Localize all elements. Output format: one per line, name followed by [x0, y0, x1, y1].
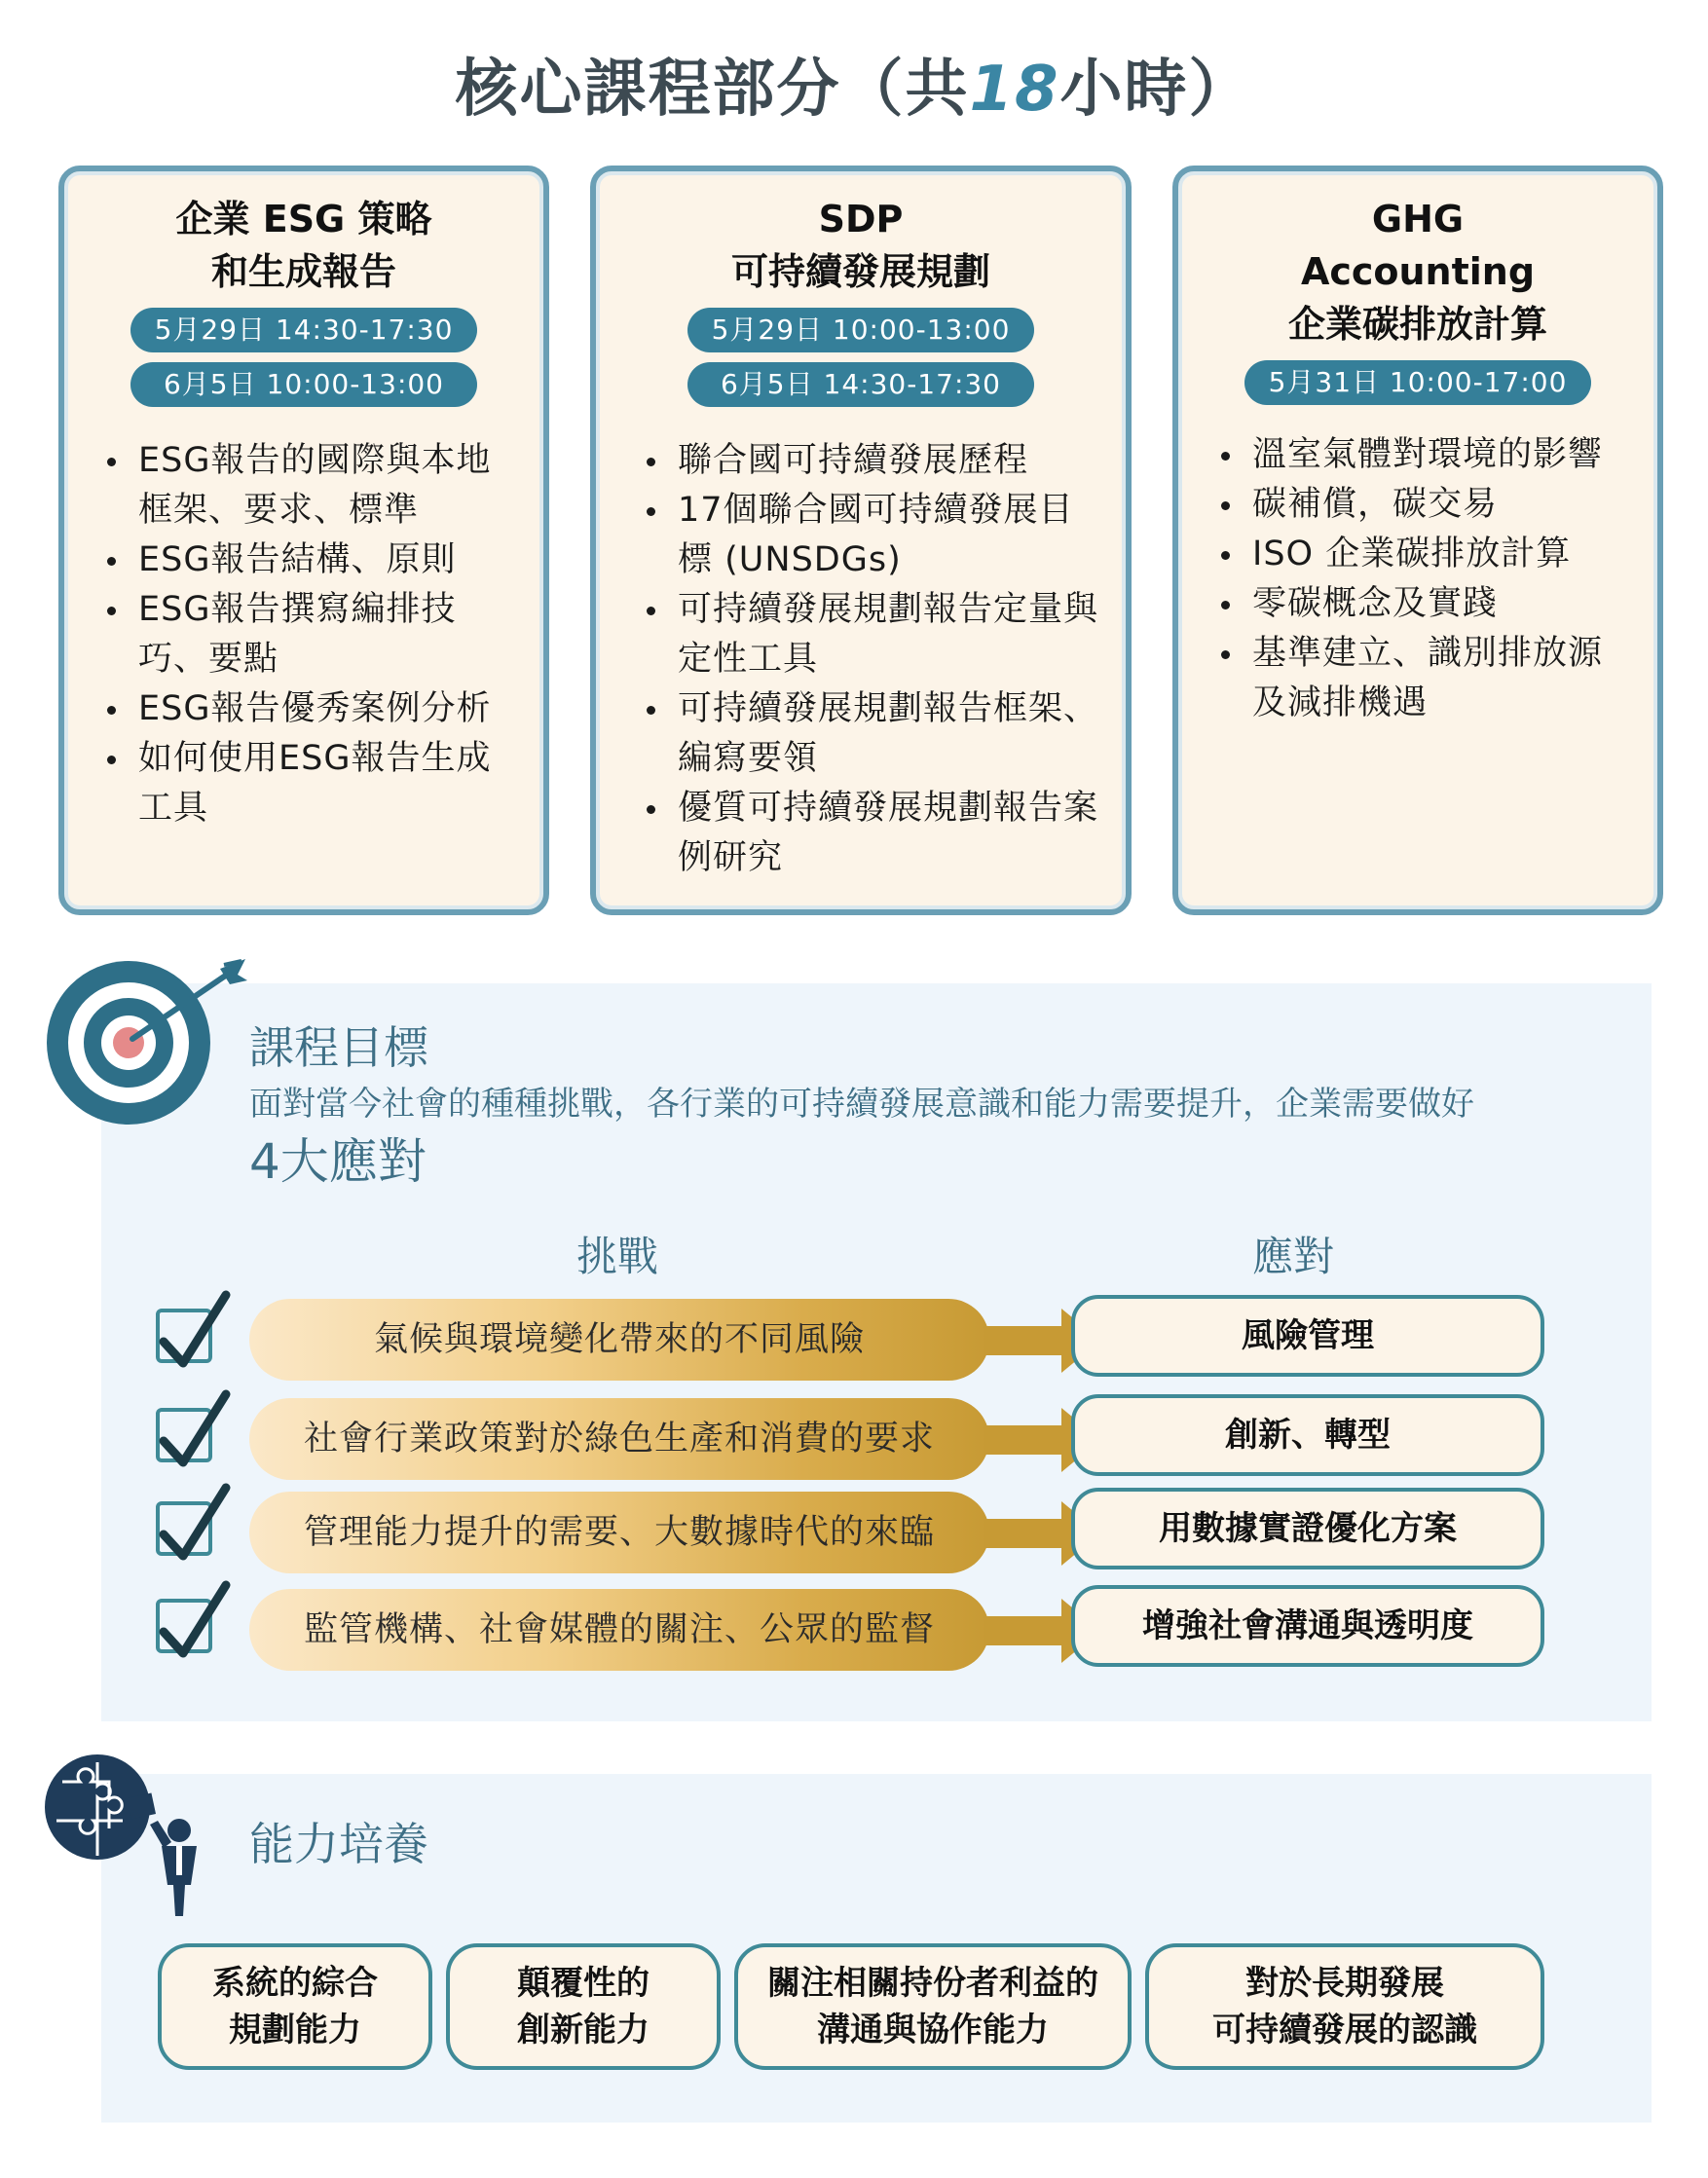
puzzle-person-icon [43, 1753, 218, 1922]
goal-description-text: 面對當今社會的種種挑戰，各行業的可持續發展意識和能力需要提升，企業需要做好 [249, 1085, 1474, 1124]
course-topic: ESG報告撰寫編排技巧、要點 [103, 585, 516, 684]
course-title-line: 可持續發展規劃 [730, 250, 990, 293]
skill-card [446, 1943, 721, 2070]
checkmark-icon [156, 1309, 212, 1363]
course-topic: ESG報告優秀案例分析 [103, 684, 516, 734]
response-label: 創新、轉型 [1071, 1394, 1544, 1476]
skill-card [734, 1943, 1132, 2070]
course-card-ghg [1172, 166, 1663, 915]
response-label: 風險管理 [1071, 1295, 1544, 1377]
course-title [596, 193, 1126, 298]
course-topic-list [643, 436, 1098, 883]
challenge-column-header: 挑戰 [576, 1233, 659, 1280]
goal-emphasis: 4大應對 [249, 1133, 427, 1190]
course-title-line: 企業碳排放計算 [1287, 303, 1547, 346]
course-title [64, 193, 543, 298]
course-topic: 如何使用ESG報告生成工具 [103, 734, 516, 833]
date-pill: 5月29日 10:00-13:00 [687, 308, 1034, 352]
course-topic: ISO 企業碳排放計算 [1217, 530, 1630, 579]
skill-line: 系統的綜合 [212, 1964, 378, 2003]
skill-line: 顛覆性的 [517, 1964, 650, 2003]
course-card-sdp [590, 166, 1132, 915]
course-title-line: SDP [818, 198, 904, 240]
course-topic: 可持續發展規劃報告框架、編寫要領 [643, 684, 1098, 784]
course-topic-list [103, 436, 516, 833]
course-topic: 碳補償，碳交易 [1217, 480, 1630, 530]
course-title-line: 和生成報告 [210, 250, 396, 293]
response-column-header: 應對 [1252, 1233, 1335, 1280]
skill-line: 創新能力 [517, 2011, 650, 2049]
course-title [1178, 193, 1657, 351]
challenge-label: 社會行業政策對於綠色生產和消費的要求 [249, 1398, 989, 1480]
date-pill: 6月5日 10:00-13:00 [130, 362, 477, 407]
response-label: 增強社會溝通與透明度 [1071, 1585, 1544, 1667]
skill-line: 對於長期發展 [1245, 1964, 1444, 2003]
course-topic: 聯合國可持續發展歷程 [643, 436, 1098, 486]
goal-heading: 課程目標 [249, 1021, 428, 1074]
goal-description [249, 1081, 1613, 1196]
course-topic: 溫室氣體對環境的影響 [1217, 430, 1630, 480]
title-suffix: 小時） [1059, 54, 1253, 126]
date-pill: 5月29日 14:30-17:30 [130, 308, 477, 352]
course-topic: ESG報告的國際與本地框架、要求、標準 [103, 436, 516, 535]
skill-line: 規劃能力 [229, 2011, 361, 2049]
title-hours: 18 [969, 54, 1060, 126]
course-topic: 17個聯合國可持續發展目標 (UNSDGs) [643, 486, 1098, 585]
course-topic: 可持續發展規劃報告定量與定性工具 [643, 585, 1098, 684]
skill-line: 可持續發展的認識 [1212, 2011, 1477, 2049]
target-arrow-icon [39, 959, 263, 1138]
challenge-response-row [0, 1394, 1708, 1482]
page-title [0, 39, 1708, 129]
course-title-line: 企業 ESG 策略 [175, 198, 432, 240]
skill-line: 關注相關持份者利益的 [767, 1964, 1098, 2003]
date-pill: 6月5日 14:30-17:30 [687, 362, 1034, 407]
challenge-response-row [0, 1295, 1708, 1383]
response-label: 用數據實證優化方案 [1071, 1488, 1544, 1569]
challenge-response-row [0, 1488, 1708, 1575]
checkmark-icon [156, 1599, 212, 1653]
date-pill: 5月31日 10:00-17:00 [1244, 360, 1591, 405]
challenge-label: 氣候與環境變化帶來的不同風險 [249, 1299, 989, 1381]
course-topic-list [1217, 430, 1630, 728]
skills-heading: 能力培養 [249, 1818, 428, 1870]
course-topic: 優質可持續發展規劃報告案例研究 [643, 784, 1098, 883]
checkmark-icon [156, 1408, 212, 1462]
challenge-label: 監管機構、社會媒體的關注、公眾的監督 [249, 1589, 989, 1671]
skill-line: 溝通與協作能力 [817, 2011, 1049, 2049]
skill-card [1145, 1943, 1544, 2070]
course-topic: 零碳概念及實踐 [1217, 579, 1630, 629]
course-topic: ESG報告結構、原則 [103, 535, 516, 585]
title-prefix: 核心課程部分（共 [455, 54, 970, 126]
checkmark-icon [156, 1501, 212, 1556]
course-card-esg [58, 166, 549, 915]
challenge-label: 管理能力提升的需要、大數據時代的來臨 [249, 1492, 989, 1573]
course-topic: 基準建立、識別排放源及減排機遇 [1217, 629, 1630, 728]
course-title-line: Accounting [1300, 250, 1536, 293]
course-title-line: GHG [1371, 198, 1465, 240]
challenge-response-row [0, 1585, 1708, 1673]
skill-card [158, 1943, 432, 2070]
